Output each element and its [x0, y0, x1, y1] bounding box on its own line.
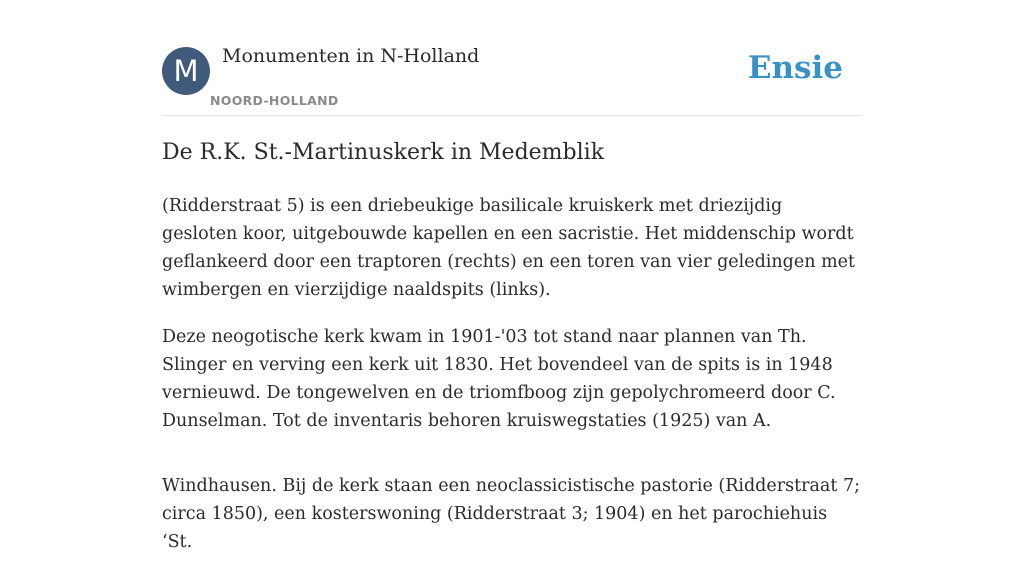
article-paragraph: (Ridderstraat 5) is een driebeukige basilicale kruiskerk met driezijdig gesloten koor, uitgebouwde kapellen en een sacristie. Het middenschip wordt geflankeerd door een traptoren (rechts) en een toren van vier geledingen met wimbergen en vierzijdige naaldspits (links). [162, 196, 856, 300]
article-paragraph: Windhausen. Bij de kerk staan een neoclassicistische pastorie (Ridderstraat 7; circa 1850), een kosterswoning (Ridderstraat 3; 1904) en het parochiehuis ‘St. [162, 476, 860, 552]
header [162, 0, 862, 116]
ensie-logo[interactable]: Ensie [747, 50, 843, 86]
site-title-link[interactable]: Monumenten in N-Holland [222, 45, 480, 67]
avatar[interactable]: M [162, 47, 210, 95]
article-title: De R.K. St.-Martinuskerk in Medemblik [162, 140, 605, 165]
article-body [162, 192, 862, 575]
article-paragraph: Deze neogotische kerk kwam in 1901-'03 tot stand naar plannen van Th. Slinger en verving een kerk uit 1830. Het bovendeel van de spits is in 1948 vernieuwd. De tongewelven en de triomfboog zijn gepolychromeerd door C. Dunselman. Tot de inventaris behoren kruiswegstaties (1925) van A. [162, 327, 836, 431]
category-link[interactable]: NOORD-HOLLAND [210, 93, 339, 108]
content-container [162, 0, 862, 552]
